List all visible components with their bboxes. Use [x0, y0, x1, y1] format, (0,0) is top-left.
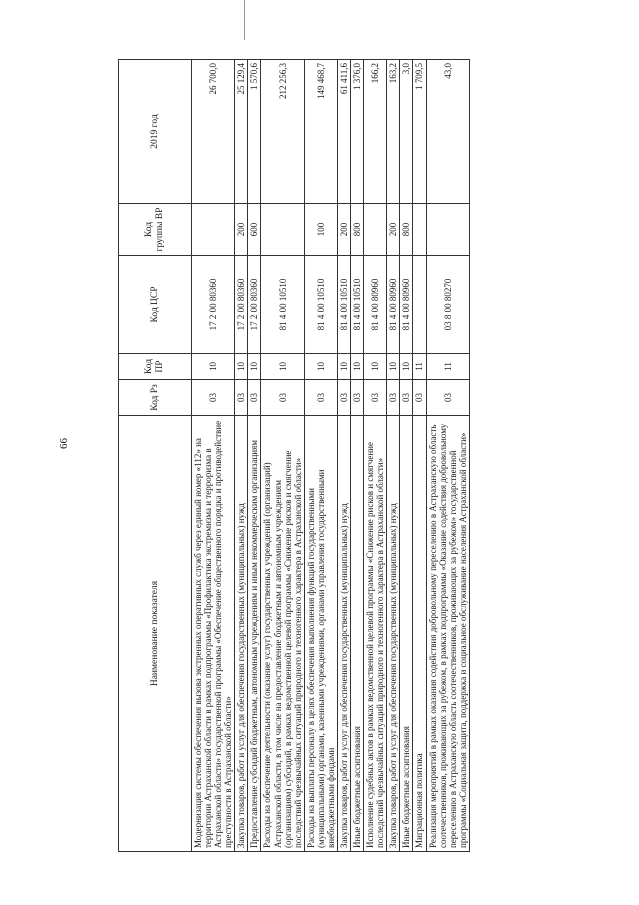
table-row: [426, 60, 469, 852]
row-csr: 03 8 00 80270: [426, 256, 469, 354]
row-name: Предоставление субсидий бюджетным, автономным учреждениям и иным некоммерческим организациям: [248, 416, 261, 852]
row-csr: 81 4 00 80960: [387, 256, 400, 354]
table-row: [387, 60, 400, 852]
row-vr: 600: [248, 204, 261, 256]
row-pr: 10: [235, 354, 248, 380]
row-name: Расходы на обеспечение деятельности (оказание услуг) государственных учреждений (организаций) Астраханской области, в том числе на предоставление бюджетным и автономным учреждениям (организациям) субсидий, в рамках ведомственной целевой программы «Снижение рисков и смягчение последствий чрезвычайных ситуаций природного и техногенного характера в Астраханской области»: [261, 416, 304, 852]
row-name: Реализация мероприятий в рамках оказания содействия добровольному переселению в Астраханскую область соотечественников, проживающих за рубежом, в рамках подпрограммы «Оказание содействия добровольному переселению в Астраханскую область соотечественников, проживающих за рубежом» государственной программы «Социальная защита, поддержка и социальное обслуживание населения Астраханской области»: [426, 416, 469, 852]
row-vr: [413, 204, 426, 256]
row-pr: 10: [387, 354, 400, 380]
row-rz: 03: [351, 380, 364, 416]
row-amount: 3,0: [400, 60, 413, 204]
row-csr: 81 4 00 10510: [351, 256, 364, 354]
row-name: Закупка товаров, работ и услуг для обеспечения государственных (муниципальных) нужд: [387, 416, 400, 852]
row-csr: 81 4 00 10510: [338, 256, 351, 354]
budget-table: [118, 59, 470, 852]
row-amount: 166,2: [364, 60, 387, 204]
row-name: Закупка товаров, работ и услуг для обеспечения государственных (муниципальных) нужд: [235, 416, 248, 852]
row-rz: 03: [304, 380, 337, 416]
row-vr: 200: [338, 204, 351, 256]
header-name: Наименование показателя: [119, 416, 192, 852]
rotated-table-container: [118, 60, 516, 852]
row-pr: 10: [248, 354, 261, 380]
row-pr: 10: [261, 354, 304, 380]
row-amount: 1 709,5: [413, 60, 426, 204]
table-row: [400, 60, 413, 852]
row-rz: 03: [235, 380, 248, 416]
row-vr: [364, 204, 387, 256]
table-row: [192, 60, 235, 852]
row-rz: 03: [364, 380, 387, 416]
table-row: [351, 60, 364, 852]
row-amount: 1 376,0: [351, 60, 364, 204]
table-body: [192, 60, 470, 852]
row-amount: 212 256,3: [261, 60, 304, 204]
row-name: Миграционная политика: [413, 416, 426, 852]
row-csr: 17 2 00 80360: [235, 256, 248, 354]
table-row: [235, 60, 248, 852]
row-csr: [413, 256, 426, 354]
scan-edge-line: [244, 0, 245, 40]
row-pr: 11: [426, 354, 469, 380]
header-rz: Код Рз: [119, 380, 192, 416]
row-rz: 03: [426, 380, 469, 416]
row-pr: 10: [338, 354, 351, 380]
row-rz: 03: [387, 380, 400, 416]
row-csr: 17 2 00 80360: [192, 256, 235, 354]
page-number: 66: [58, 438, 70, 449]
row-rz: 03: [338, 380, 351, 416]
row-rz: 03: [192, 380, 235, 416]
row-vr: [426, 204, 469, 256]
row-vr: 800: [351, 204, 364, 256]
header-pr: Код ПР: [119, 354, 192, 380]
row-pr: 10: [192, 354, 235, 380]
row-rz: 03: [248, 380, 261, 416]
row-pr: 10: [400, 354, 413, 380]
row-amount: 149 468,7: [304, 60, 337, 204]
row-amount: 26 700,0: [192, 60, 235, 204]
table-row: [338, 60, 351, 852]
row-name: Иные бюджетные ассигнования: [351, 416, 364, 852]
row-amount: 43,0: [426, 60, 469, 204]
row-vr: [192, 204, 235, 256]
table-row: [364, 60, 387, 852]
row-pr: 10: [351, 354, 364, 380]
row-amount: 163,2: [387, 60, 400, 204]
row-amount: 25 129,4: [235, 60, 248, 204]
table-row: [248, 60, 261, 852]
row-pr: 11: [413, 354, 426, 380]
row-rz: 03: [261, 380, 304, 416]
row-name: Закупка товаров, работ и услуг для обеспечения государственных (муниципальных) нужд: [338, 416, 351, 852]
header-amount: 2019 год: [119, 60, 192, 204]
row-rz: 03: [413, 380, 426, 416]
table-row: [261, 60, 304, 852]
row-amount: 61 411,6: [338, 60, 351, 204]
row-name: Исполнение судебных актов в рамках ведомственной целевой программы «Снижение рисков и смягчение последствий чрезвычайных ситуаций природного и техногенного характера в Астраханской области»: [364, 416, 387, 852]
table-row: [304, 60, 337, 852]
row-pr: 10: [304, 354, 337, 380]
row-name: Иные бюджетные ассигнования: [400, 416, 413, 852]
header-csr: Код ЦСР: [119, 256, 192, 354]
row-csr: 81 4 00 80960: [364, 256, 387, 354]
table-row: [413, 60, 426, 852]
row-vr: 800: [400, 204, 413, 256]
row-csr: 17 2 00 80360: [248, 256, 261, 354]
header-vr: Код группы ВР: [119, 204, 192, 256]
table-header-row: [119, 60, 192, 852]
row-rz: 03: [400, 380, 413, 416]
row-csr: 81 4 00 80960: [400, 256, 413, 354]
row-vr: 200: [387, 204, 400, 256]
row-vr: [261, 204, 304, 256]
row-name: Расходы на выплаты персоналу в целях обеспечения выполнения функций государственными (муниципальными) органами, казенными учреждениями, органами управления государственными внебюджетными фондами: [304, 416, 337, 852]
row-vr: 100: [304, 204, 337, 256]
row-csr: 81 4 00 10510: [304, 256, 337, 354]
row-csr: 81 4 00 10510: [261, 256, 304, 354]
row-pr: 10: [364, 354, 387, 380]
row-amount: 1 570,6: [248, 60, 261, 204]
row-name: Модернизация системы обеспечения вызова экстренных оперативных служб через единый номер «112» на территории Астраханской области в рамках подпрограммы «Профилактика экстремизма и терроризма в Астраханской области» государственной программы «Обеспечение общественного порядка и противодействие преступности в Астраханской области»: [192, 416, 235, 852]
row-vr: 200: [235, 204, 248, 256]
